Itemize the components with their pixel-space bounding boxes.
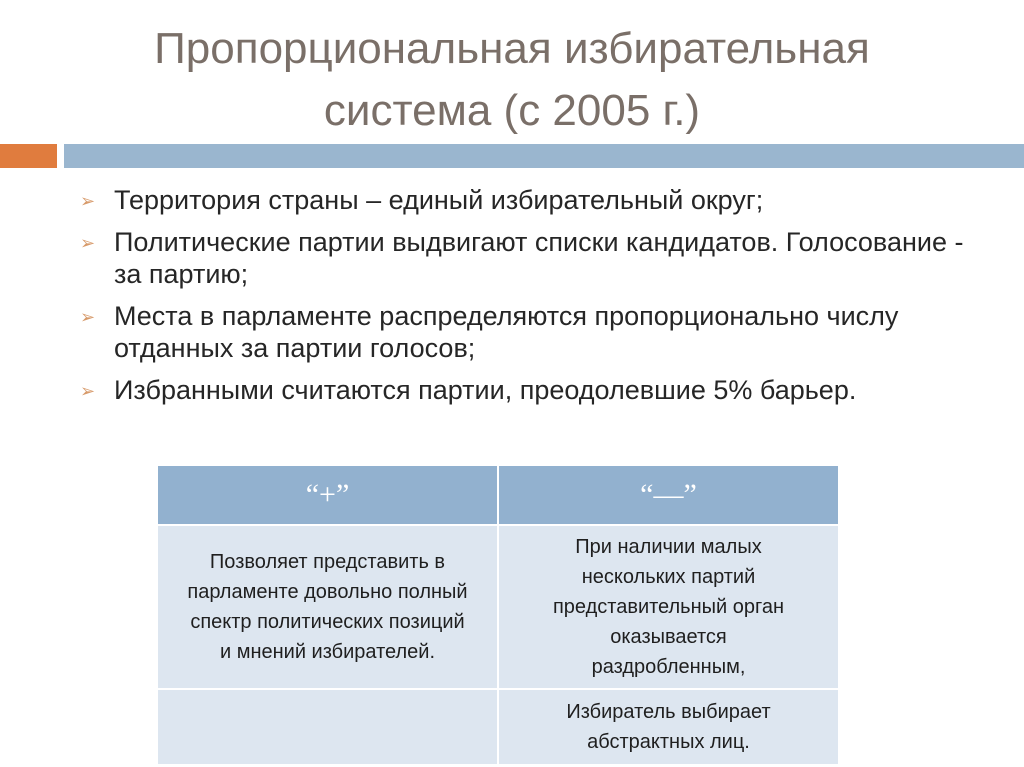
table-cell bbox=[157, 525, 498, 689]
accent-bar-orange bbox=[0, 144, 57, 168]
slide-title bbox=[40, 18, 984, 142]
bullet-item bbox=[80, 374, 980, 406]
bullet-text: Территория страны – единый избирательный округ; bbox=[114, 185, 764, 215]
pros-cons-table bbox=[156, 464, 840, 766]
table-cell bbox=[157, 689, 498, 765]
slide-title-text: Пропорциональная избирательная система (с 2005 г.) bbox=[154, 24, 870, 135]
cons-text: Избиратель выбирает абстрактных лиц. bbox=[566, 701, 771, 753]
cons-header: “—” bbox=[498, 465, 839, 525]
arrow-bullet-icon: ➢ bbox=[80, 191, 96, 211]
bullet-item bbox=[80, 184, 980, 216]
accent-bar-blue bbox=[64, 144, 1024, 168]
bullet-item bbox=[80, 226, 980, 290]
pros-header: “+” bbox=[157, 465, 498, 525]
table-cell bbox=[498, 525, 839, 689]
bullet-list bbox=[80, 184, 980, 416]
table-header-row bbox=[157, 465, 839, 525]
bullet-text: Места в парламенте распределяются пропорционально числу отданных за партии голосов; bbox=[114, 301, 899, 363]
pros-text: Позволяет представить в парламенте довольно полный спектр политических позиций и мнений избирателей. bbox=[187, 551, 468, 663]
arrow-bullet-icon: ➢ bbox=[80, 381, 96, 401]
bullet-item bbox=[80, 300, 980, 364]
table-row bbox=[157, 525, 839, 689]
cons-text: При наличии малых нескольких партий представительный орган оказывается раздробленным, bbox=[552, 536, 785, 678]
bullet-text: Политические партии выдвигают списки кандидатов. Голосование - за партию; bbox=[114, 227, 964, 289]
table-cell bbox=[498, 689, 839, 765]
bullet-text: Избранными считаются партии, преодолевшие 5% барьер. bbox=[114, 375, 857, 405]
arrow-bullet-icon: ➢ bbox=[80, 307, 96, 327]
arrow-bullet-icon: ➢ bbox=[80, 233, 96, 253]
table-row bbox=[157, 689, 839, 765]
